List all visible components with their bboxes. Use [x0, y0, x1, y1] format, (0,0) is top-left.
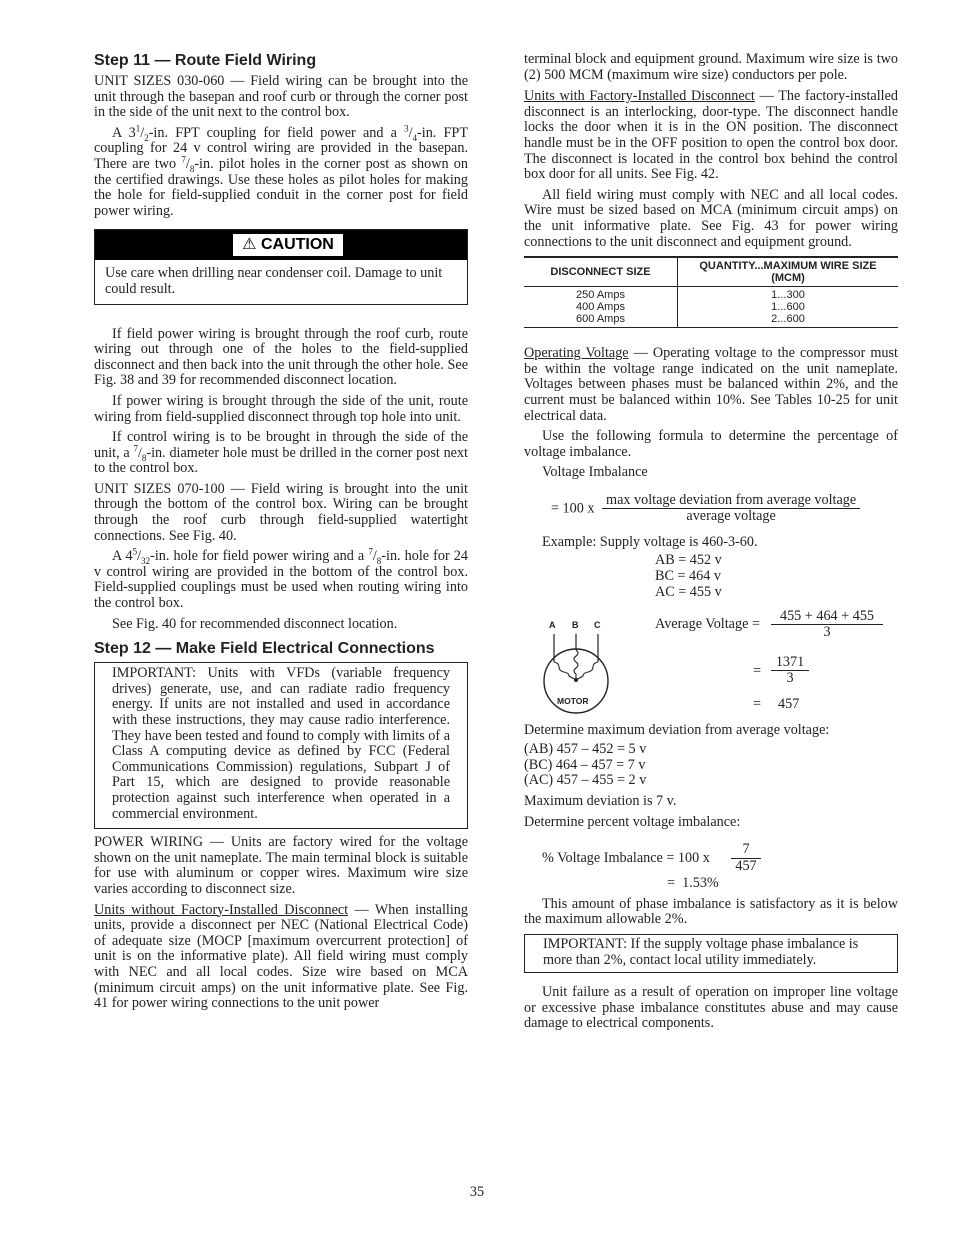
- right-column: terminal block and equipment ground. Maximum wire size is two (2) 500 MCM (maximum wire size) conductors per pole. Units with Factory-Installed Disconnect — The factory-installed disconnect is an interlocking, door-type. The disconnect handle locks the door when it is in the ON position. The disconnect handle must be in the OFF position to open the control box door. The disconnect is located in the control box behind the control box door for all units. See Fig. 42. All field wiring must comply with NEC and all local codes. Wire must be sized based on MCA (minimum circuit amps) on the unit informative plate. See Fig. 43 for power wiring connections to the unit disconnect and equipment ground. DISCONNECT SIZE QUANTITY...MAXIMUM WIRE SIZE (MCM) 250 Amps 400 Amps 600 Amps 1...300 1...600 2...600 Operating Voltage — Operating voltage to the compressor must be within the voltage range indicated on the unit nameplate. Voltages between phases must be balanced within 2%, and the current must be balanced within 10%. See Tables 10-25 for unit electrical data. Use the following formula to determine the percentage of voltage imbalance. Voltage Imbalance = 100 x $\frac{\text{max voltage deviation from average voltage}}{\text{average voltage}}$ Example: Supply voltage is 460-3-60. AB = 452 v BC = 464 v AC = 455 v Average Voltage = $\frac{455 + 464 + 455}{3}$ = $\frac{1371}{3}$ = 457 A B C MOTOR Determine maximum deviation from average voltage: (AB) 457 – 452 = 5 v (BC) 464 – 457 = 7 v (AC) 457 – 455 = 2 v Maximum deviation is 7 v. Determine percent voltage imbalance: % Voltage Imbalance = 100 x $\frac{7}{457}$ = 1.53% This amount of phase imbalance is satisfactory as it is below the maximum allowable 2%. IMPORTANT: If the supply voltage phase imbalance is more than 2%, contact local utility immediately. Unit failure as a result of operation on improper line voltage or excessive phase imbalance constitutes abuse and may cause damage to electrical components.: [524, 51, 898, 1032]
- paragraph: POWER WIRING — Units are factory wired for the voltage shown on the unit nameplate. The main terminal block is suitable for use with aluminum or copper wires. Maximum wire size varies according to disconnect size.: [94, 834, 468, 897]
- paragraph: See Fig. 40 for recommended disconnect location.: [112, 615, 398, 632]
- paragraph: Maximum deviation is 7 v.: [524, 793, 677, 810]
- percent-imbalance-formula: % Voltage Imbalance = 100 x $\frac{7}{457}$: [542, 840, 898, 876]
- disconnect-size-table: [524, 256, 898, 328]
- motor-terminal-c: C: [594, 619, 601, 630]
- warning-triangle-icon: ⚠: [242, 236, 257, 254]
- paragraph: A $4^5/_{32}-in$. hole for field power wiring and a $^7/_8-in$. hole for 24 v control wiring are provided in the bottom of the control box. Field-supplied couplings must be used when routing wiring into the control box.: [94, 546, 468, 612]
- paragraph: This amount of phase imbalance is satisfactory as it is below the maximum allowable 2%.: [524, 895, 898, 928]
- motor-label: MOTOR: [557, 695, 589, 706]
- motor-terminal-b: B: [572, 619, 579, 630]
- step11-heading: Step 11 — Route Field Wiring: [94, 52, 317, 69]
- paragraph: If power wiring is brought through the side of the unit, route wiring from field-supplied disconnect through top hole into unit.: [94, 392, 468, 425]
- paragraph: Determine maximum deviation from average voltage:: [524, 721, 830, 738]
- page-number: 35: [469, 1184, 485, 1200]
- motor-terminal-a: A: [549, 619, 556, 630]
- voltage-imbalance-formula: = 100 x $\frac{\text{max voltage deviation from average voltage}}{\text{average voltage}}$: [551, 493, 898, 525]
- motor-diagram: [540, 619, 612, 716]
- voltage-example-block: AB = 452 v BC = 464 v AC = 455 v Average Voltage = $\frac{455 + 464 + 455}{3}$ = $\frac{1371}{3}$ = 457 A B C MOTOR: [524, 553, 898, 723]
- example-text: Example: Supply voltage is 460-3-60.: [542, 534, 758, 551]
- paragraph: Use the following formula to determine the percentage of voltage imbalance.: [524, 428, 898, 460]
- left-column: [94, 52, 468, 1017]
- step12-heading: Step 12 — Make Field Electrical Connections: [94, 640, 435, 658]
- caution-box: [94, 229, 468, 304]
- voltage-imbalance-label: Voltage Imbalance: [542, 464, 648, 481]
- paragraph: A $3^1/_2-in$. FPT coupling for field power and a $^3/_4-in$. FPT coupling for 24 v control wiring are provided in the basepan. There are two $^7/_8-in$. pilot holes in the corner post as shown on the certified drawings. Use these holes as pilot holes for making the hole for field-supplied conduit in the corner post for field power wiring.: [94, 123, 468, 219]
- important-notice-2: IMPORTANT: If the supply voltage phase imbalance is more than 2%, contact local utility immediately.: [524, 934, 898, 973]
- paragraph: UNIT SIZES 070-100 — Field wiring is brought into the unit through the bottom of the control box. Wiring can be brought through the roof curb through field-supplied watertight connections. See Fig. 40.: [94, 480, 468, 544]
- paragraph: Units with Factory-Installed Disconnect — The factory-installed disconnect is an interlocking, door-type. The disconnect handle locks the door when it is in the ON position. The disconnect handle must be in the OFF position to open the control box door. The disconnect is located in the control box behind the control box door for all units. See Fig. 42.: [524, 88, 898, 183]
- paragraph: All field wiring must comply with NEC and all local codes. Wire must be sized based on MCA (minimum circuit amps) on the unit informative plate. See Fig. 43 for power wiring connections to the unit disconnect and equipment ground.: [524, 186, 898, 250]
- paragraph: UNIT SIZES 030-060 — Field wiring can be brought into the unit through the basepan and roof curb or through the corner post in the side of the unit next to the control box.: [94, 73, 468, 121]
- paragraph: Operating Voltage — Operating voltage to the compressor must be within the voltage range indicated on the unit nameplate. Voltages between phases must be balanced within 2%, and the current must be balanced within 10%. See Tables 10-25 for unit electrical data.: [524, 345, 898, 424]
- paragraph: If control wiring is to be brought in through the side of the unit, a $^7/_8-in$. diameter hole must be drilled in the corner post next to the control box.: [94, 429, 468, 477]
- table-header: QUANTITY...MAXIMUM WIRE SIZE (MCM): [678, 257, 899, 287]
- paragraph: If field power wiring is brought through the roof curb, route wiring out through one of the holes to the field-supplied disconnect and then back into the unit through the other hole. See Fig. 38 and 39 for recommended disconnect location.: [94, 325, 468, 389]
- paragraph: Determine percent voltage imbalance:: [524, 813, 741, 830]
- paragraph: Units without Factory-Installed Disconnect — When installing units, provide a disconnect per NEC (National Electrical Code) of adequate size (MOCP [maximum overcurrent protection] of unit is on the informative plate). All field wiring must comply with NEC and all local codes. Size wire based on MCA (minimum circuit amps) on the unit informative plate. See Fig. 41 for power wiring connections to the unit power: [94, 901, 468, 1012]
- paragraph: terminal block and equipment ground. Maximum wire size is two (2) 500 MCM (maximum wire size) conductors per pole.: [524, 51, 898, 83]
- important-notice: IMPORTANT: Units with VFDs (variable frequency drives) generate, use, and can radiate radio frequency energy. If units are not installed and used in accordance with these instructions, they may cause radio interference. They have been tested and found to comply with limits of a Class A computing device as defined by FCC (Federal Communications Commission) regulations, Subpart J of Part 15, which are designed to provide reasonable protection against such interference when operated in a commercial environment.: [94, 662, 468, 829]
- table-row: 250 Amps 400 Amps 600 Amps 1...300 1...600 2...600: [524, 287, 898, 328]
- paragraph: Unit failure as a result of operation on improper line voltage or excessive phase imbalance constitutes abuse and may cause damage to electrical components.: [524, 984, 898, 1032]
- table-header: DISCONNECT SIZE: [524, 257, 678, 287]
- caution-text: Use care when drilling near condenser coil. Damage to unit could result.: [105, 265, 443, 297]
- caution-label: ⚠ CAUTION: [233, 234, 343, 256]
